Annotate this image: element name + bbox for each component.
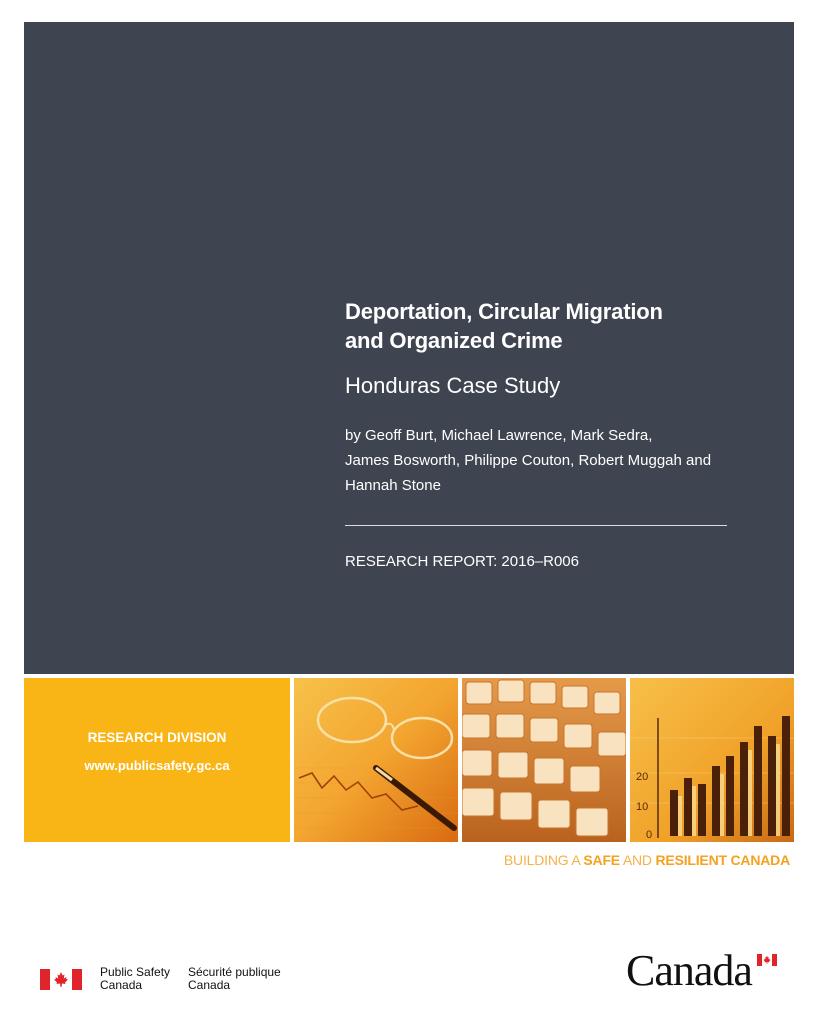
glasses-pen-illustration	[294, 678, 458, 842]
photo-bar-chart	[630, 678, 794, 842]
website-link[interactable]: www.publicsafety.gc.ca	[84, 758, 230, 773]
canada-wordmark-text: Canada	[626, 946, 752, 995]
authors-line-2: James Bosworth, Philippe Couton, Robert Muggah and	[345, 452, 712, 469]
tagline-part-2: SAFE	[583, 852, 620, 868]
division-title: RESEARCH DIVISION	[87, 730, 227, 745]
cover-hero-panel	[24, 22, 794, 674]
dept-fr-line-2: Canada	[188, 978, 231, 992]
bar-chart-illustration	[630, 678, 794, 842]
authors-line-3: Hannah Stone	[345, 477, 441, 494]
photo-keyboard	[462, 678, 626, 842]
dept-en-line-2: Canada	[100, 978, 143, 992]
tagline	[504, 852, 790, 868]
report-subtitle: Honduras Case Study	[345, 373, 561, 398]
tagline-part-1: BUILDING A	[503, 852, 584, 868]
report-title	[345, 297, 765, 355]
keyboard-illustration	[462, 678, 626, 842]
tagline-part-4: RESILIENT CANADA	[655, 852, 790, 868]
divider-rule	[345, 525, 727, 526]
tagline-part-3: AND	[619, 852, 656, 868]
title-line-2: and Organized Crime	[345, 328, 563, 353]
title-line-1: Deportation, Circular Migration	[345, 299, 663, 324]
canada-wordmark	[626, 946, 752, 996]
canada-flag-icon	[40, 969, 82, 990]
photo-glasses-pen	[294, 678, 458, 842]
authors	[345, 423, 765, 498]
authors-line-1: by Geoff Burt, Michael Lawrence, Mark Sedra,	[345, 427, 653, 444]
report-number: RESEARCH REPORT: 2016–R006	[345, 553, 579, 570]
chart-tick-0: 0	[646, 829, 653, 841]
chart-tick-20: 20	[636, 771, 649, 783]
department-name-french	[188, 966, 281, 992]
research-division-panel	[24, 678, 290, 842]
dept-fr-line-1: Sécurité publique	[188, 965, 281, 979]
image-band	[24, 678, 794, 842]
department-name-english	[100, 966, 170, 992]
dept-en-line-1: Public Safety	[100, 965, 171, 979]
wordmark-flag-icon	[757, 954, 777, 966]
chart-tick-10: 10	[636, 801, 649, 813]
